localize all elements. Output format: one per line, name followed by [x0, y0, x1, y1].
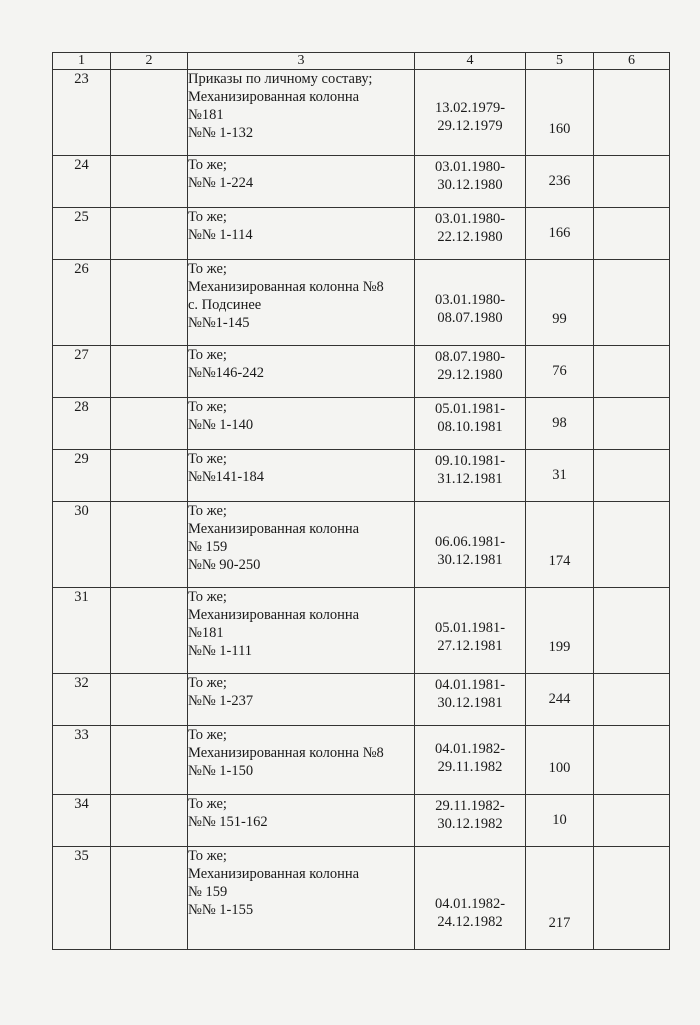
title-line: То же; [188, 209, 227, 225]
item-number: 33 [53, 726, 111, 795]
record-title [188, 156, 415, 208]
record-title [188, 674, 415, 726]
date-range [415, 795, 526, 847]
record-title [188, 260, 415, 346]
sheet-count-value: 160 [548, 121, 571, 137]
date-end: 27.12.1981 [437, 638, 503, 654]
date-start: 04.01.1982- [434, 741, 506, 757]
column-header-4: 4 [415, 53, 526, 70]
record-title [188, 502, 415, 588]
title-line: Механизированная колонна №8 [188, 279, 384, 295]
title-line: То же; [188, 261, 227, 277]
sheet-count-value: 217 [548, 915, 571, 931]
title-line: №№146-242 [188, 365, 264, 381]
title-line: Механизированная колонна [188, 866, 360, 882]
empty-cell [594, 70, 670, 156]
title-line: №№ 1-114 [188, 227, 253, 243]
title-line: №№ 1-111 [188, 643, 253, 659]
table-row [53, 450, 670, 502]
empty-cell [111, 588, 188, 674]
date-end: 30.12.1980 [437, 177, 503, 193]
record-title [188, 346, 415, 398]
record-title [188, 726, 415, 795]
title-line: с. Подсинее [188, 297, 262, 313]
sheet-count [526, 450, 594, 502]
title-line: №181 [188, 625, 224, 641]
title-line: №№1-145 [188, 315, 250, 331]
header-row [53, 53, 670, 70]
empty-cell [111, 502, 188, 588]
empty-cell [594, 346, 670, 398]
sheet-count-value: 31 [552, 467, 567, 483]
date-range [415, 398, 526, 450]
date-end: 08.10.1981 [437, 419, 503, 435]
sheet-count [526, 260, 594, 346]
title-line: № 159 [188, 539, 228, 555]
empty-cell [594, 847, 670, 950]
table-row [53, 70, 670, 156]
title-line: Механизированная колонна [188, 521, 360, 537]
title-line: Механизированная колонна [188, 89, 360, 105]
title-line: Приказы по личному составу; [188, 71, 373, 87]
title-line: То же; [188, 451, 227, 467]
item-number: 31 [53, 588, 111, 674]
title-line: №№ 1-155 [188, 902, 254, 918]
title-line: №№ 90-250 [188, 557, 261, 573]
column-header-3: 3 [188, 53, 415, 70]
sheet-count-value: 166 [548, 225, 571, 241]
empty-cell [594, 398, 670, 450]
sheet-count [526, 398, 594, 450]
title-line: То же; [188, 589, 227, 605]
date-end: 22.12.1980 [437, 229, 503, 245]
item-number: 23 [53, 70, 111, 156]
record-title [188, 588, 415, 674]
sheet-count-value: 100 [548, 760, 571, 776]
title-line: То же; [188, 157, 227, 173]
date-end: 30.12.1981 [437, 552, 503, 568]
date-start: 03.01.1980- [434, 292, 506, 308]
date-range [415, 70, 526, 156]
table-row [53, 588, 670, 674]
date-start: 06.06.1981- [434, 534, 506, 550]
item-number: 24 [53, 156, 111, 208]
column-header-1: 1 [53, 53, 111, 70]
title-line: №181 [188, 107, 224, 123]
record-title [188, 450, 415, 502]
table-body [53, 70, 670, 950]
title-line: То же; [188, 727, 227, 743]
empty-cell [111, 70, 188, 156]
table-row [53, 156, 670, 208]
empty-cell [594, 260, 670, 346]
sheet-count-value: 236 [548, 173, 571, 189]
title-line: №№ 1-150 [188, 763, 254, 779]
column-header-5: 5 [526, 53, 594, 70]
empty-cell [594, 450, 670, 502]
item-number: 28 [53, 398, 111, 450]
table-row [53, 502, 670, 588]
date-end: 29.12.1980 [437, 367, 503, 383]
title-line: №№ 151-162 [188, 814, 268, 830]
sheet-count-value: 199 [548, 639, 571, 655]
register-table [52, 52, 670, 950]
date-range [415, 588, 526, 674]
sheet-count-value: 98 [552, 415, 567, 431]
date-range [415, 502, 526, 588]
sheet-count [526, 795, 594, 847]
date-range [415, 208, 526, 260]
sheet-count [526, 346, 594, 398]
empty-cell [111, 156, 188, 208]
date-end: 08.07.1980 [437, 310, 503, 326]
date-end: 31.12.1981 [437, 471, 503, 487]
date-end: 30.12.1982 [437, 816, 503, 832]
empty-cell [111, 208, 188, 260]
sheet-count [526, 726, 594, 795]
date-end: 30.12.1981 [437, 695, 503, 711]
sheet-count-value: 10 [552, 812, 567, 828]
empty-cell [594, 726, 670, 795]
empty-cell [594, 674, 670, 726]
table-row [53, 795, 670, 847]
date-range [415, 726, 526, 795]
empty-cell [111, 674, 188, 726]
title-line: №№ 1-237 [188, 693, 254, 709]
title-line: То же; [188, 796, 227, 812]
empty-cell [594, 502, 670, 588]
sheet-count-value: 244 [548, 691, 571, 707]
title-line: То же; [188, 503, 227, 519]
empty-cell [111, 795, 188, 847]
date-range [415, 674, 526, 726]
item-number: 27 [53, 346, 111, 398]
record-title [188, 208, 415, 260]
sheet-count [526, 208, 594, 260]
empty-cell [111, 398, 188, 450]
empty-cell [594, 156, 670, 208]
sheet-count [526, 502, 594, 588]
table-row [53, 847, 670, 950]
item-number: 29 [53, 450, 111, 502]
empty-cell [111, 726, 188, 795]
table-row [53, 398, 670, 450]
title-line: №№ 1-224 [188, 175, 254, 191]
date-range [415, 346, 526, 398]
date-start: 29.11.1982- [435, 798, 505, 814]
item-number: 35 [53, 847, 111, 950]
date-start: 05.01.1981- [434, 401, 506, 417]
record-title [188, 847, 415, 950]
date-end: 24.12.1982 [437, 914, 503, 930]
empty-cell [594, 588, 670, 674]
date-range [415, 260, 526, 346]
title-line: То же; [188, 347, 227, 363]
column-header-6: 6 [594, 53, 670, 70]
date-start: 04.01.1982- [434, 896, 506, 912]
empty-cell [594, 208, 670, 260]
empty-cell [111, 260, 188, 346]
item-number: 26 [53, 260, 111, 346]
title-line: №№ 1-132 [188, 125, 254, 141]
item-number: 25 [53, 208, 111, 260]
date-start: 09.10.1981- [434, 453, 506, 469]
date-range [415, 847, 526, 950]
title-line: Механизированная колонна [188, 607, 360, 623]
sheet-count [526, 156, 594, 208]
date-range [415, 450, 526, 502]
empty-cell [594, 795, 670, 847]
item-number: 32 [53, 674, 111, 726]
title-line: №№ 1-140 [188, 417, 254, 433]
item-number: 30 [53, 502, 111, 588]
empty-cell [111, 450, 188, 502]
record-title [188, 795, 415, 847]
date-range [415, 156, 526, 208]
date-start: 04.01.1981- [434, 677, 506, 693]
title-line: № 159 [188, 884, 228, 900]
sheet-count-value: 76 [552, 363, 567, 379]
sheet-count-value: 99 [552, 311, 567, 327]
record-title [188, 398, 415, 450]
table-row [53, 726, 670, 795]
title-line: №№141-184 [188, 469, 264, 485]
sheet-count [526, 588, 594, 674]
title-line: То же; [188, 675, 227, 691]
record-title [188, 70, 415, 156]
column-header-2: 2 [111, 53, 188, 70]
title-line: То же; [188, 399, 227, 415]
date-start: 05.01.1981- [434, 620, 506, 636]
date-start: 03.01.1980- [434, 211, 506, 227]
sheet-count [526, 674, 594, 726]
date-start: 03.01.1980- [434, 159, 506, 175]
title-line: Механизированная колонна №8 [188, 745, 384, 761]
table-row [53, 208, 670, 260]
table-row [53, 674, 670, 726]
date-end: 29.11.1982 [437, 759, 503, 775]
sheet-count [526, 70, 594, 156]
title-line: То же; [188, 848, 227, 864]
empty-cell [111, 847, 188, 950]
table-row [53, 346, 670, 398]
empty-cell [111, 346, 188, 398]
table-row [53, 260, 670, 346]
date-start: 08.07.1980- [434, 349, 506, 365]
sheet-count [526, 847, 594, 950]
sheet-count-value: 174 [548, 553, 571, 569]
date-end: 29.12.1979 [437, 118, 503, 134]
item-number: 34 [53, 795, 111, 847]
date-start: 13.02.1979- [434, 100, 506, 116]
